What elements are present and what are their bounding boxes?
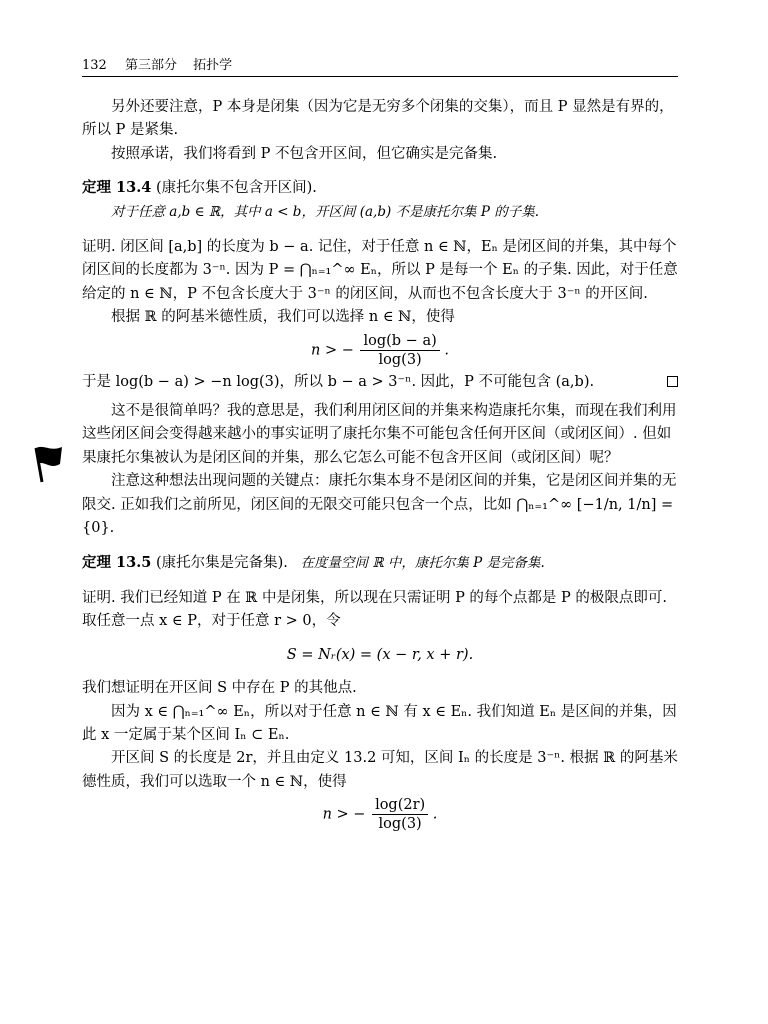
page-body bbox=[82, 96, 678, 835]
paragraph bbox=[82, 371, 678, 394]
theorem-statement: 对于任意 a,b ∈ ℝ，其中 a < b，开区间 (a,b) 不是康托尔集 P 的子集. bbox=[111, 203, 539, 220]
page-number: 132 bbox=[82, 58, 107, 73]
theorem-13-5 bbox=[82, 551, 678, 575]
paragraph: 按照承诺，我们将看到 P 不包含开区间，但它确实是完备集. bbox=[111, 145, 498, 162]
theorem-statement: 在度量空间 ℝ 中，康托尔集 P 是完备集. bbox=[300, 554, 545, 571]
equation-tail: . bbox=[432, 806, 438, 823]
fraction-numerator: log(2r) bbox=[372, 796, 428, 815]
proof-text: 于是 log(b − a) > −n log(3)，所以 b − a > 3⁻ⁿ. 因此，P 不可能包含 (a,b). bbox=[82, 373, 595, 390]
proof-text: 闭区间 [a,b] 的长度为 b − a. 记住，对于任意 n ∈ ℕ，Eₙ 是闭区间的并集，其中每个闭区间的长度都为 3⁻ⁿ. 因为 P = ⋂ₙ₌₁^∞ Eₙ，所以 P 是每一个 Eₙ 的子集. 因此，对于任意给定的 n ∈ ℕ，P 不包含长度大于 3⁻ⁿ 的闭区间，从而也不包含长度大于 3⁻ⁿ 的开区间. bbox=[82, 239, 678, 302]
display-equation: S = Nᵣ(x) = (x − r, x + r). bbox=[286, 646, 474, 663]
paragraph: 开区间 S 的长度是 2r，并且由定义 13.2 可知，区间 Iₙ 的长度是 3⁻ⁿ. 根据 ℝ 的阿基米德性质，我们可以选取一个 n ∈ ℕ，使得 bbox=[82, 750, 678, 790]
proof-text: 我们已经知道 P 在 ℝ 中是闭集，所以现在只需证明 P 的每个点都是 P 的极限点即可. 取任意一点 x ∈ P，对于任意 r > 0，令 bbox=[82, 589, 668, 630]
paragraph: 我们想证明在开区间 S 中存在 P 的其他点. bbox=[82, 680, 357, 697]
theorem-name: (康托尔集是完备集). bbox=[155, 554, 288, 571]
paragraph: 因为 x ∈ ⋂ₙ₌₁^∞ Eₙ，所以对于任意 n ∈ ℕ 有 x ∈ Eₙ. 我们知道 Eₙ 是区间的并集，因此 x 一定属于某个区间 Iₙ ⊂ Eₙ. bbox=[82, 703, 677, 743]
display-equation bbox=[82, 332, 678, 369]
running-header bbox=[82, 56, 678, 77]
paragraph: 根据 ℝ 的阿基米德性质，我们可以选择 n ∈ ℕ，使得 bbox=[111, 309, 455, 326]
paragraph: 另外还要注意，P 本身是闭集（因为它是无穷多个闭集的交集），而且 P 显然是有界的，所以 P 是紧集. bbox=[82, 99, 674, 139]
theorem-label: 定理 13.4 bbox=[82, 179, 152, 197]
theorem-13-4 bbox=[82, 176, 678, 200]
fraction bbox=[372, 796, 428, 833]
flag-icon bbox=[30, 444, 66, 484]
equation-lhs: n > − bbox=[322, 806, 366, 823]
equation-lhs: n > − bbox=[311, 342, 354, 359]
remark-paragraph: 这不是很简单吗？我的意思是，我们利用闭区间的并集来构造康托尔集，而现在我们利用这些闭区间会变得越来越小的事实证明了康托尔集不可能包含任何开区间（或闭区间）. 但如果康托尔集被认为是闭区间的并集，那么它怎么可能不包含开区间（或闭区间）呢？ bbox=[82, 403, 677, 466]
proof-label: 证明. bbox=[82, 239, 116, 256]
proof-label: 证明. bbox=[82, 589, 116, 606]
proof-paragraph bbox=[82, 587, 678, 634]
fraction-denominator: log(3) bbox=[378, 816, 422, 833]
chapter-title: 拓扑学 bbox=[193, 58, 233, 73]
part-label: 第三部分 bbox=[124, 58, 177, 73]
fraction bbox=[360, 332, 439, 369]
qed-box-icon bbox=[667, 371, 678, 394]
theorem-name: (康托尔集不包含开区间). bbox=[155, 180, 317, 197]
theorem-label: 定理 13.5 bbox=[82, 553, 152, 571]
fraction-numerator: log(b − a) bbox=[360, 332, 439, 351]
remark-paragraph: 注意这种想法出现问题的关键点：康托尔集本身不是闭区间的并集，它是闭区间并集的无限交. 正如我们之前所见，闭区间的无限交可能只包含一个点，比如 ⋂ₙ₌₁^∞ [−1/n, 1/n] = {0}. bbox=[82, 473, 677, 537]
equation-tail: . bbox=[444, 342, 449, 359]
display-equation bbox=[82, 796, 678, 833]
proof-paragraph bbox=[82, 236, 678, 306]
fraction-denominator: log(3) bbox=[378, 351, 422, 368]
